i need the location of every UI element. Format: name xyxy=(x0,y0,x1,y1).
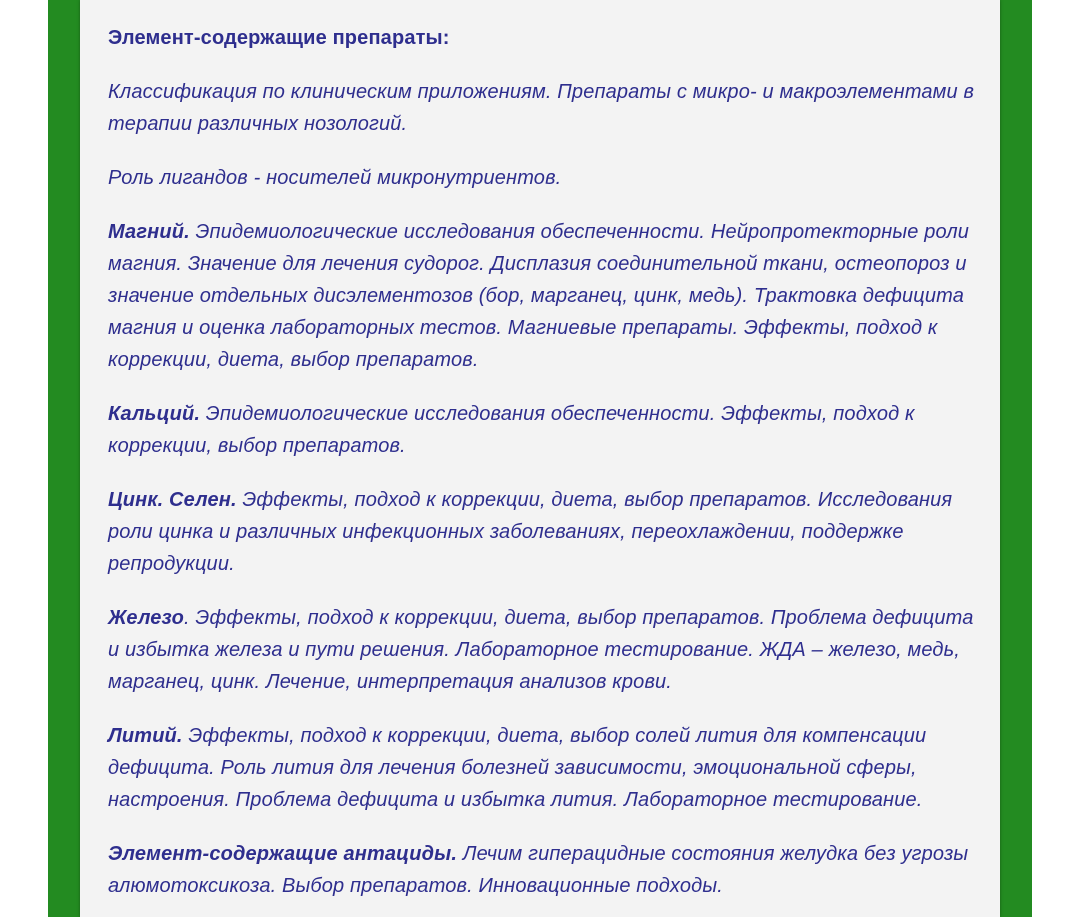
paragraph-lithium xyxy=(108,720,980,816)
paragraph-antacids xyxy=(108,838,980,902)
paragraph-iron xyxy=(108,602,980,698)
paragraph-magnesium xyxy=(108,216,980,376)
paragraph-text: Роль лигандов - носителей микронутриентов. xyxy=(108,167,562,189)
paragraph-zinc-selenium xyxy=(108,484,980,580)
paragraph-ligands xyxy=(108,162,980,194)
content-panel xyxy=(80,0,1000,917)
paragraph-lead: Магний. xyxy=(108,221,190,243)
paragraph-lead: Железо xyxy=(108,607,185,629)
section-heading: Элемент-содержащие препараты: xyxy=(108,27,450,49)
paragraph-text: Эпидемиологические исследования обеспеченности. Эффекты, подход к коррекции, выбор препаратов. xyxy=(108,403,915,457)
paragraph-text: Эффекты, подход к коррекции, диета, выбор солей лития для компенсации дефицита. Роль лития для лечения болезней зависимости, эмоциональной сферы, настроения. Проблема дефицита и избытка лития. Лабораторное тестирование. xyxy=(108,725,927,811)
paragraph-text: Эффекты, подход к коррекции, диета, выбор препаратов. Исследования роли цинка и различных инфекционных заболеваниях, переохлаждении, поддержке репродукции. xyxy=(108,489,953,575)
paragraph-classification xyxy=(108,76,980,140)
paragraph-text: . Эффекты, подход к коррекции, диета, выбор препаратов. Проблема дефицита и избытка железа и пути решения. Лабораторное тестирование. ЖДА – железо, медь, марганец, цинк. Лечение, интерпретация анализов крови. xyxy=(108,607,974,693)
paragraph-text: Лечим гиперацидные состояния желудка без угрозы алюмотоксикоза. Выбор препаратов. Инновационные подходы. xyxy=(108,843,969,897)
paragraph-lead: Кальций. xyxy=(108,403,201,425)
paragraph-lead: Литий. xyxy=(108,725,183,747)
paragraph-text: Классификация по клиническим приложениям. Препараты с микро- и макроэлементами в терапии различных нозологий. xyxy=(108,81,975,135)
paragraph-lead: Цинк. Селен. xyxy=(108,489,237,511)
paragraph-calcium xyxy=(108,398,980,462)
paragraph-text: Эпидемиологические исследования обеспеченности. Нейропротекторные роли магния. Значение для лечения судорог. Дисплазия соединительной ткани, остеопороз и значение отдельных дисэлементозов (бор, марганец, цинк, медь). Трактовка дефицита магния и оценка лабораторных тестов. Магниевые препараты. Эффекты, подход к коррекции, диета, выбор препаратов. xyxy=(108,221,970,371)
paragraph-lead: Элемент-содержащие антациды. xyxy=(108,843,458,865)
